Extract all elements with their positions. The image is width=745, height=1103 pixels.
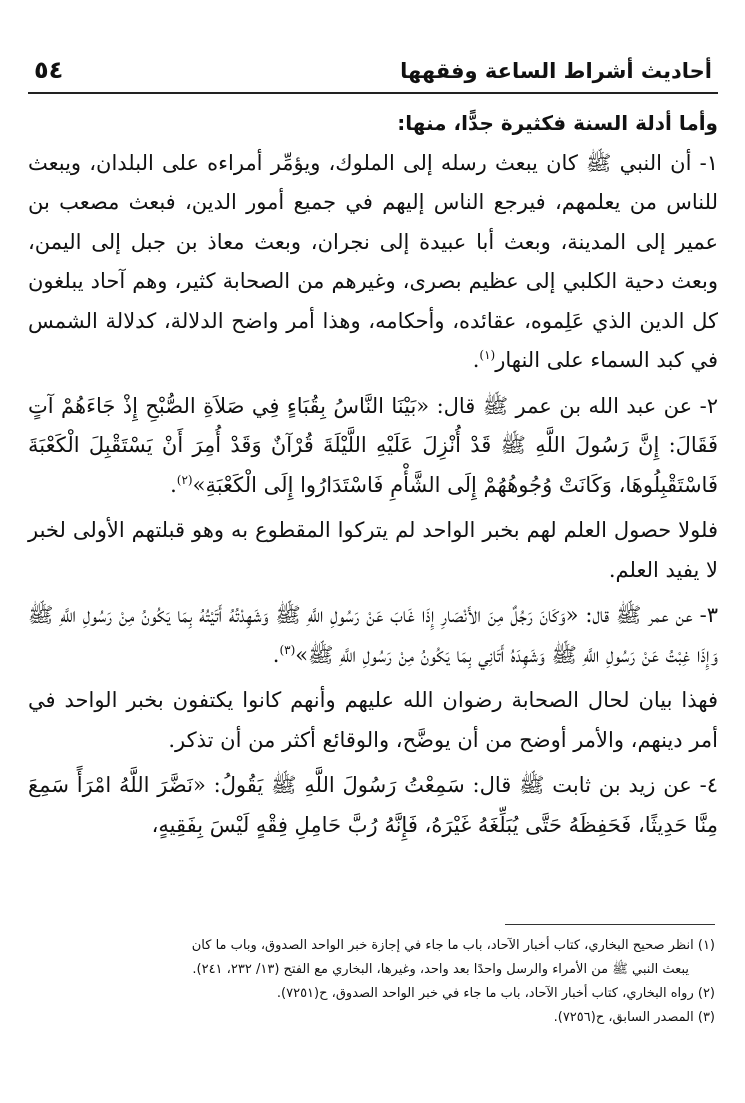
hadith-text: عن عمر ﷺ قال: «وَكَانَ رَجُلٌ مِنَ الأَنْصَارِ إِذَا غَابَ عَنْ رَسُولِ اللَّهِ ﷺ وَشَهِدْتُهُ أَتَيْتُهُ بِمَا يَكُونُ مِنْ رَسُولِ اللَّهِ ﷺ وَإِذَا غِبْتُ عَنْ رَسُولِ اللَّهِ ﷺ وَشَهِدَهُ أَتَانِي بِمَا يَكُونُ مِنْ رَسُولِ اللَّهِ ﷺ»	[28, 603, 718, 667]
hadith-4	[28, 766, 718, 845]
hadith-3-comment: فهذا بيان لحال الصحابة رضوان الله عليهم وأنهم كانوا يكتفون بخبر الواحد في أمر دينهم، والأمر أوضح من أن يوضَّح، والوقائع أكثر من أن تذكر.	[28, 688, 718, 752]
hadith-text: عن زيد بن ثابت ﷺ قال: سَمِعْتُ رَسُولَ اللَّهِ ﷺ يَقُولُ: «نَضَّرَ اللَّهُ امْرَأً سَمِعَ مِنَّا حَدِيثًا، فَحَفِظَهُ حَتَّى يُبَلِّغَهُ غَيْرَهُ، فَإِنَّهُ رُبَّ حَامِلِ فِقْهٍ لَيْسَ بِفَقِيهٍ،	[28, 773, 718, 837]
page-number: ٥٤	[34, 56, 64, 84]
footnote-ref: (٣)	[279, 642, 296, 657]
footnote-1: (١) انظر صحيح البخاري، كتاب أخبار الآحاد، باب ما جاء في إجازة خبر الواحد الصدوق، وباب ما كان	[191, 938, 715, 953]
intro-line: وأما أدلة السنة فكثيرة جدًّا، منها:	[397, 111, 718, 135]
hadith-1: ١- أن النبي ﷺ كان يبعث رسله إلى الملوك، ويؤمِّر أمراءه على البلدان، ويبعث للناس من يعلمهم، فيرجع الناس إليهم في جميع أمور الدين، فبعث مصعب بن عمير إلى المدينة، وبعث أبا عبيدة إلى نجران، وبعث معاذ بن جبل إلى اليمن، وبعث دحية الكلبي إلى عظيم بصرى، وغيرهم من الصحابة كثير، وهم آحاد يبلغون كل الدين الذي عَلِموه، عقائده، وأحكامه، وهذا أمر واضح الدلالة، كدلالة الشمس في كبد السماء على النهار$^{(١)}$.	[28, 150, 718, 372]
hadith-text: عن عبد الله بن عمر ﷺ قال: «بَيْنَا النَّاسُ بِقُبَاءٍ فِي صَلاَةِ الصُّبْحِ إِذْ جَاءَهُمْ آتٍ فَقَالَ: إِنَّ رَسُولَ اللَّهِ ﷺ قَدْ أُنْزِلَ عَلَيْهِ اللَّيْلَةَ قُرْآنٌ وَقَدْ أُمِرَ أَنْ يَسْتَقْبِلَ الْكَعْبَةَ فَاسْتَقْبِلُوهَا، وَكَانَتْ وُجُوهُهُمْ إِلَى الشَّأْمِ فَاسْتَدَارُوا إِلَى الْكَعْبَةِ»	[28, 393, 718, 497]
footnote-2: (٢) رواه البخاري، كتاب أخبار الآحاد، باب ما جاء في خبر الواحد الصدوق، ح(٧٢٥١).	[276, 986, 715, 1001]
hadith-number: ٣-	[699, 603, 718, 627]
footnote-separator	[505, 924, 715, 925]
hadith-number: ١-	[699, 150, 718, 175]
hadith-number: ٢-	[699, 393, 718, 418]
hadith-3: ٣- عن عمر ﷺ قال: «وَكَانَ رَجُلٌ مِنَ الأَنْصَارِ إِذَا غَابَ عَنْ رَسُولِ اللَّهِ ﷺ وَشَهِدْتُهُ أَتَيْتُهُ بِمَا يَكُونُ مِنْ رَسُولِ اللَّهِ ﷺ وَإِذَا غِبْتُ عَنْ رَسُولِ اللَّهِ ﷺ وَشَهِدَهُ أَتَانِي بِمَا يَكُونُ مِنْ رَسُولِ اللَّهِ ﷺ»$^{(٣)}$.	[28, 603, 718, 667]
footnote-ref: (٢)	[176, 472, 193, 487]
footnote-3: (٣) المصدر السابق، ح(٧٢٥٦).	[553, 1010, 715, 1025]
page-header	[28, 56, 718, 94]
hadith-2: ٢- عن عبد الله بن عمر ﷺ قال: «بَيْنَا النَّاسُ بِقُبَاءٍ فِي صَلاَةِ الصُّبْحِ إِذْ جَاءَهُمْ آتٍ فَقَالَ: إِنَّ رَسُولَ اللَّهِ ﷺ قَدْ أُنْزِلَ عَلَيْهِ اللَّيْلَةَ قُرْآنٌ وَقَدْ أُمِرَ أَنْ يَسْتَقْبِلَ الْكَعْبَةَ فَاسْتَقْبِلُوهَا، وَكَانَتْ وُجُوهُهُمْ إِلَى الشَّأْمِ فَاسْتَدَارُوا إِلَى الْكَعْبَةِ»$^{(٢)}$.	[28, 393, 718, 497]
book-page	[28, 56, 718, 845]
hadith-text: أن النبي ﷺ كان يبعث رسله إلى الملوك، ويؤمِّر أمراءه على البلدان، ويبعث للناس من يعلمهم، فيرجع الناس إليهم في جميع أمور الدين، فبعث مصعب بن عمير إلى المدينة، وبعث أبا عبيدة إلى نجران، وبعث معاذ بن جبل إلى اليمن، وبعث دحية الكلبي إلى عظيم بصرى، وغيرهم من الصحابة كثير، وهم آحاد يبلغون كل الدين الذي عَلِموه، عقائده، وأحكامه، وهذا أمر واضح الدلالة، كدلالة الشمس في كبد السماء على النهار	[28, 150, 718, 372]
footnote-ref: (١)	[479, 348, 496, 362]
footnote-1-continued: يبعث النبي ﷺ من الأمراء والرسل واحدًا بعد واحد، وغيرها، البخاري مع الفتح (١٣/ ٢٣٢، ٢٤١).	[192, 962, 689, 977]
hadith-2-comment: فلولا حصول العلم لهم بخبر الواحد لم يتركوا المقطوع به وهو قبلتهم الأولى لخبر لا يفيد العلم.	[28, 518, 718, 582]
running-title: أحاديث أشراط الساعة وفقهها	[400, 59, 712, 83]
hadith-number: ٤-	[699, 773, 718, 797]
footnotes	[30, 934, 715, 1030]
page-body	[28, 104, 718, 845]
